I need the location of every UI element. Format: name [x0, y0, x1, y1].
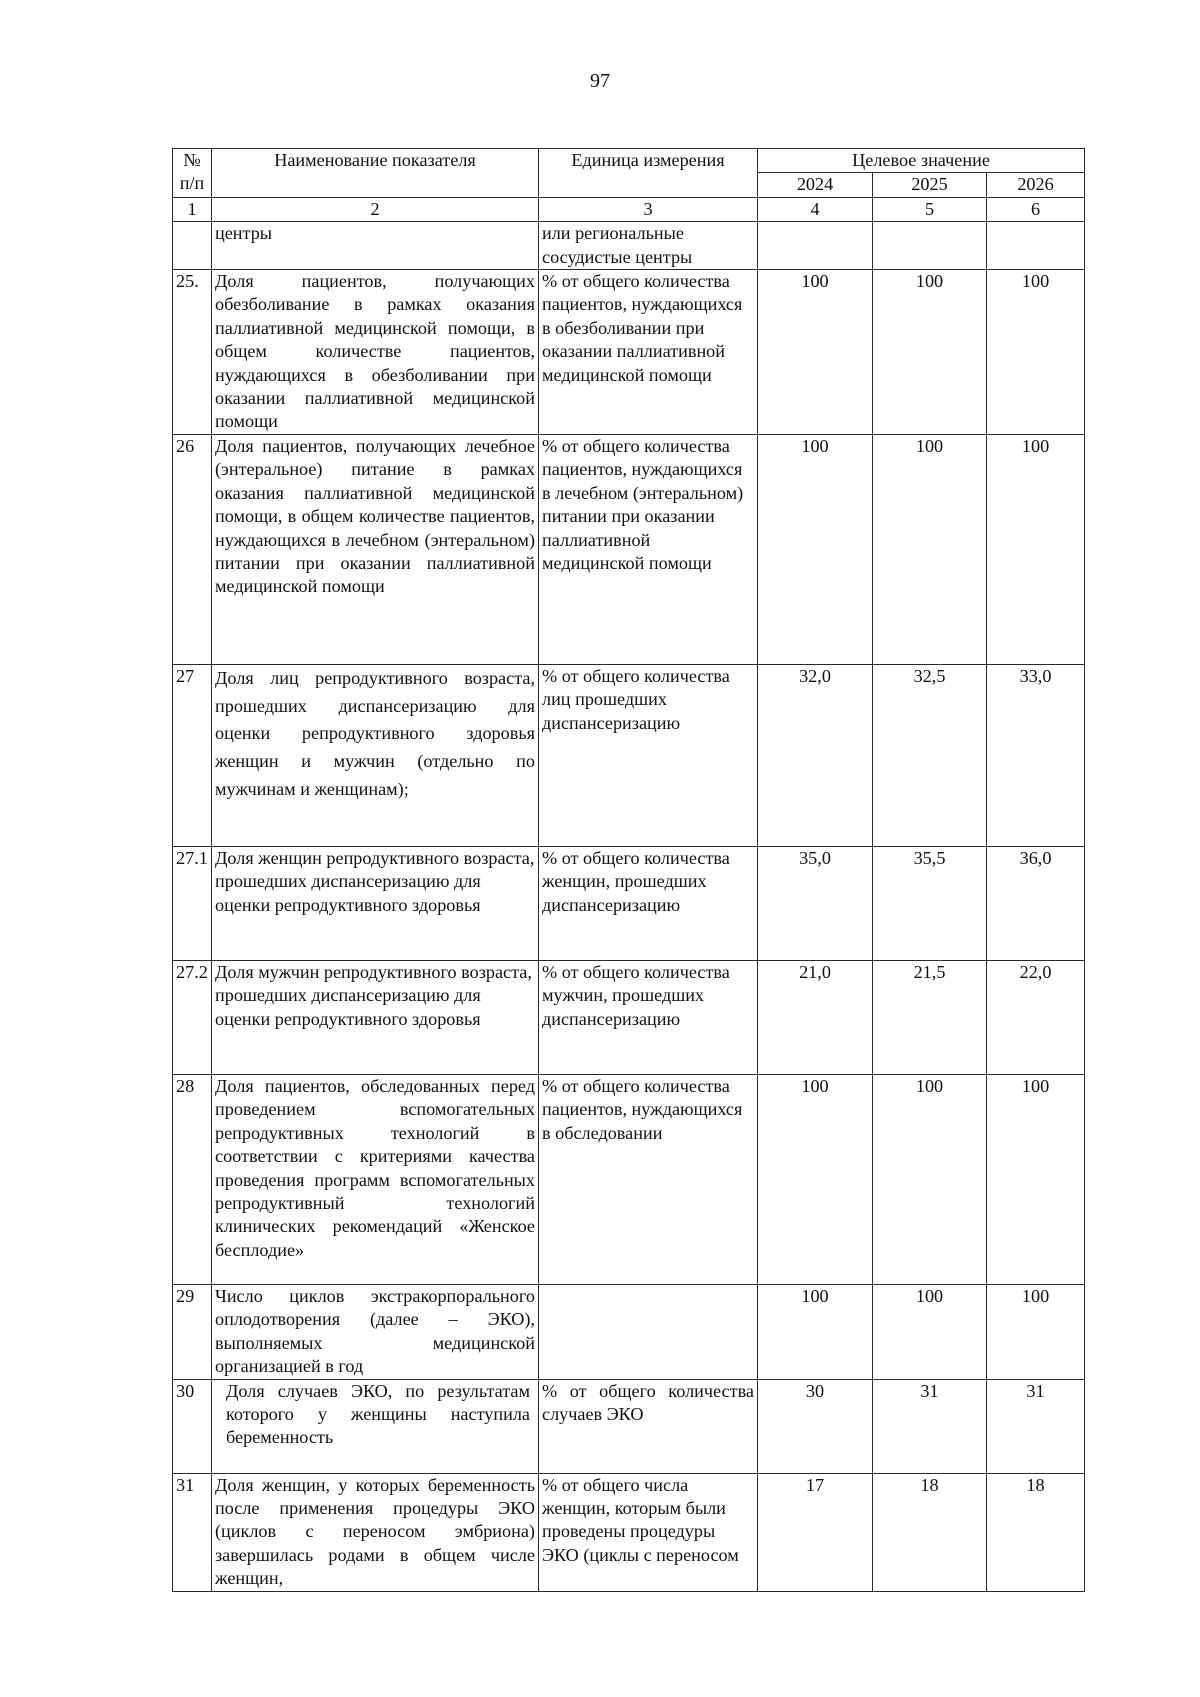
row-num: 29	[173, 1284, 212, 1379]
row-value-2026: 18	[987, 1473, 1085, 1591]
table-row	[173, 270, 1085, 435]
table-row	[173, 664, 1085, 846]
row-value-2024: 100	[758, 1284, 873, 1379]
row-unit: или региональные сосудистые центры	[539, 222, 758, 270]
row-unit: % от общего количества пациентов, нуждающихся в обезболивании при оказании паллиативной медицинской помощи	[539, 270, 758, 435]
row-name: центры	[212, 222, 539, 270]
row-unit	[539, 1284, 758, 1379]
row-unit: % от общего числа женщин, которым были проведены процедуры ЭКО (циклы с переносом	[539, 1473, 758, 1591]
page-number: 97	[590, 70, 610, 92]
row-value-2025: 100	[873, 1074, 987, 1284]
row-name: Доля мужчин репродуктивного возраста, прошедших диспансеризацию для оценки репродуктивного здоровья	[212, 960, 539, 1074]
row-value-2025: 35,5	[873, 846, 987, 960]
row-value-2025: 31	[873, 1379, 987, 1473]
row-value-2025: 100	[873, 1284, 987, 1379]
column-number: 2	[212, 197, 539, 221]
row-unit: % от общего количества женщин, прошедших диспансеризацию	[539, 846, 758, 960]
row-value-2024: 32,0	[758, 664, 873, 846]
row-num: 25.	[173, 270, 212, 435]
row-value-2025: 18	[873, 1473, 987, 1591]
row-value-2026: 100	[987, 1284, 1085, 1379]
row-num	[173, 222, 212, 270]
row-name: Доля пациентов, обследованных перед проведением вспомогательных репродуктивных технологий в соответствии с критериями качества проведения программ вспомогательных репродуктивный технологий клинических рекомендаций «Женское бесплодие»	[212, 1074, 539, 1284]
row-name: Доля пациентов, получающих лечебное (энтеральное) питание в рамках оказания паллиативной медицинской помощи, в общем количестве пациентов, нуждающихся в лечебном (энтеральном) питании при оказании паллиативной медицинской помощи	[212, 434, 539, 664]
indicators-table	[172, 148, 1085, 1592]
row-value-2024: 17	[758, 1473, 873, 1591]
row-name: Доля случаев ЭКО, по результатам которого у женщины наступила беременность	[212, 1379, 539, 1473]
row-name: Доля женщин репродуктивного возраста, прошедших диспансеризацию для оценки репродуктивного здоровья	[212, 846, 539, 960]
column-number: 3	[539, 197, 758, 221]
row-name: Доля лиц репродуктивного возраста, прошедших диспансеризацию для оценки репродуктивного здоровья женщин и мужчин (отдельно по мужчинам и женщинам);	[212, 664, 539, 846]
row-value-2026: 33,0	[987, 664, 1085, 846]
row-num: 27	[173, 664, 212, 846]
header-target: Целевое значение	[758, 149, 1085, 173]
column-number: 6	[987, 197, 1085, 221]
header-row	[173, 149, 1085, 173]
row-value-2026: 22,0	[987, 960, 1085, 1074]
row-num: 28	[173, 1074, 212, 1284]
row-value-2025: 32,5	[873, 664, 987, 846]
column-number: 4	[758, 197, 873, 221]
row-unit: % от общего количества лиц прошедших диспансеризацию	[539, 664, 758, 846]
header-name: Наименование показателя	[212, 149, 539, 198]
row-value-2026: 31	[987, 1379, 1085, 1473]
row-value-2024: 35,0	[758, 846, 873, 960]
row-unit: % от общего количества случаев ЭКО	[539, 1379, 758, 1473]
table-row	[173, 846, 1085, 960]
row-value-2024: 21,0	[758, 960, 873, 1074]
row-value-2026: 100	[987, 434, 1085, 664]
row-value-2026	[987, 222, 1085, 270]
row-value-2026: 100	[987, 270, 1085, 435]
table-row	[173, 434, 1085, 664]
row-name: Доля пациентов, получающих обезболивание в рамках оказания паллиативной медицинской помощи, в общем количестве пациентов, нуждающихся в обезболивании при оказании паллиативной медицинской помощи	[212, 270, 539, 435]
row-num: 30	[173, 1379, 212, 1473]
row-num: 27.1	[173, 846, 212, 960]
row-num: 26	[173, 434, 212, 664]
row-value-2024: 100	[758, 270, 873, 435]
row-value-2025	[873, 222, 987, 270]
column-number: 1	[173, 197, 212, 221]
row-value-2025: 21,5	[873, 960, 987, 1074]
header-year: 2026	[987, 173, 1085, 197]
table-row	[173, 960, 1085, 1074]
table-row	[173, 222, 1085, 270]
row-name: Число циклов экстракорпорального оплодотворения (далее – ЭКО), выполняемых медицинской организацией в год	[212, 1284, 539, 1379]
row-unit: % от общего количества мужчин, прошедших диспансеризацию	[539, 960, 758, 1074]
header-num: № п/п	[173, 149, 212, 198]
row-value-2026: 36,0	[987, 846, 1085, 960]
row-value-2024: 30	[758, 1379, 873, 1473]
header-unit: Единица измерения	[539, 149, 758, 198]
column-number: 5	[873, 197, 987, 221]
row-value-2024: 100	[758, 434, 873, 664]
row-value-2024	[758, 222, 873, 270]
row-unit: % от общего количества пациентов, нуждающихся в обследовании	[539, 1074, 758, 1284]
table-row	[173, 1473, 1085, 1591]
table-row	[173, 1379, 1085, 1473]
table-row	[173, 1284, 1085, 1379]
row-name: Доля женщин, у которых беременность после применения процедуры ЭКО (циклов с переносом эмбриона) завершилась родами в общем числе женщин,	[212, 1473, 539, 1591]
row-value-2026: 100	[987, 1074, 1085, 1284]
header-year: 2024	[758, 173, 873, 197]
row-value-2024: 100	[758, 1074, 873, 1284]
row-value-2025: 100	[873, 270, 987, 435]
table-row	[173, 1074, 1085, 1284]
row-unit: % от общего количества пациентов, нуждающихся в лечебном (энтеральном) питании при оказании паллиативной медицинской помощи	[539, 434, 758, 664]
row-value-2025: 100	[873, 434, 987, 664]
row-num: 31	[173, 1473, 212, 1591]
row-num: 27.2	[173, 960, 212, 1074]
column-numbers-row	[173, 197, 1085, 221]
header-year: 2025	[873, 173, 987, 197]
